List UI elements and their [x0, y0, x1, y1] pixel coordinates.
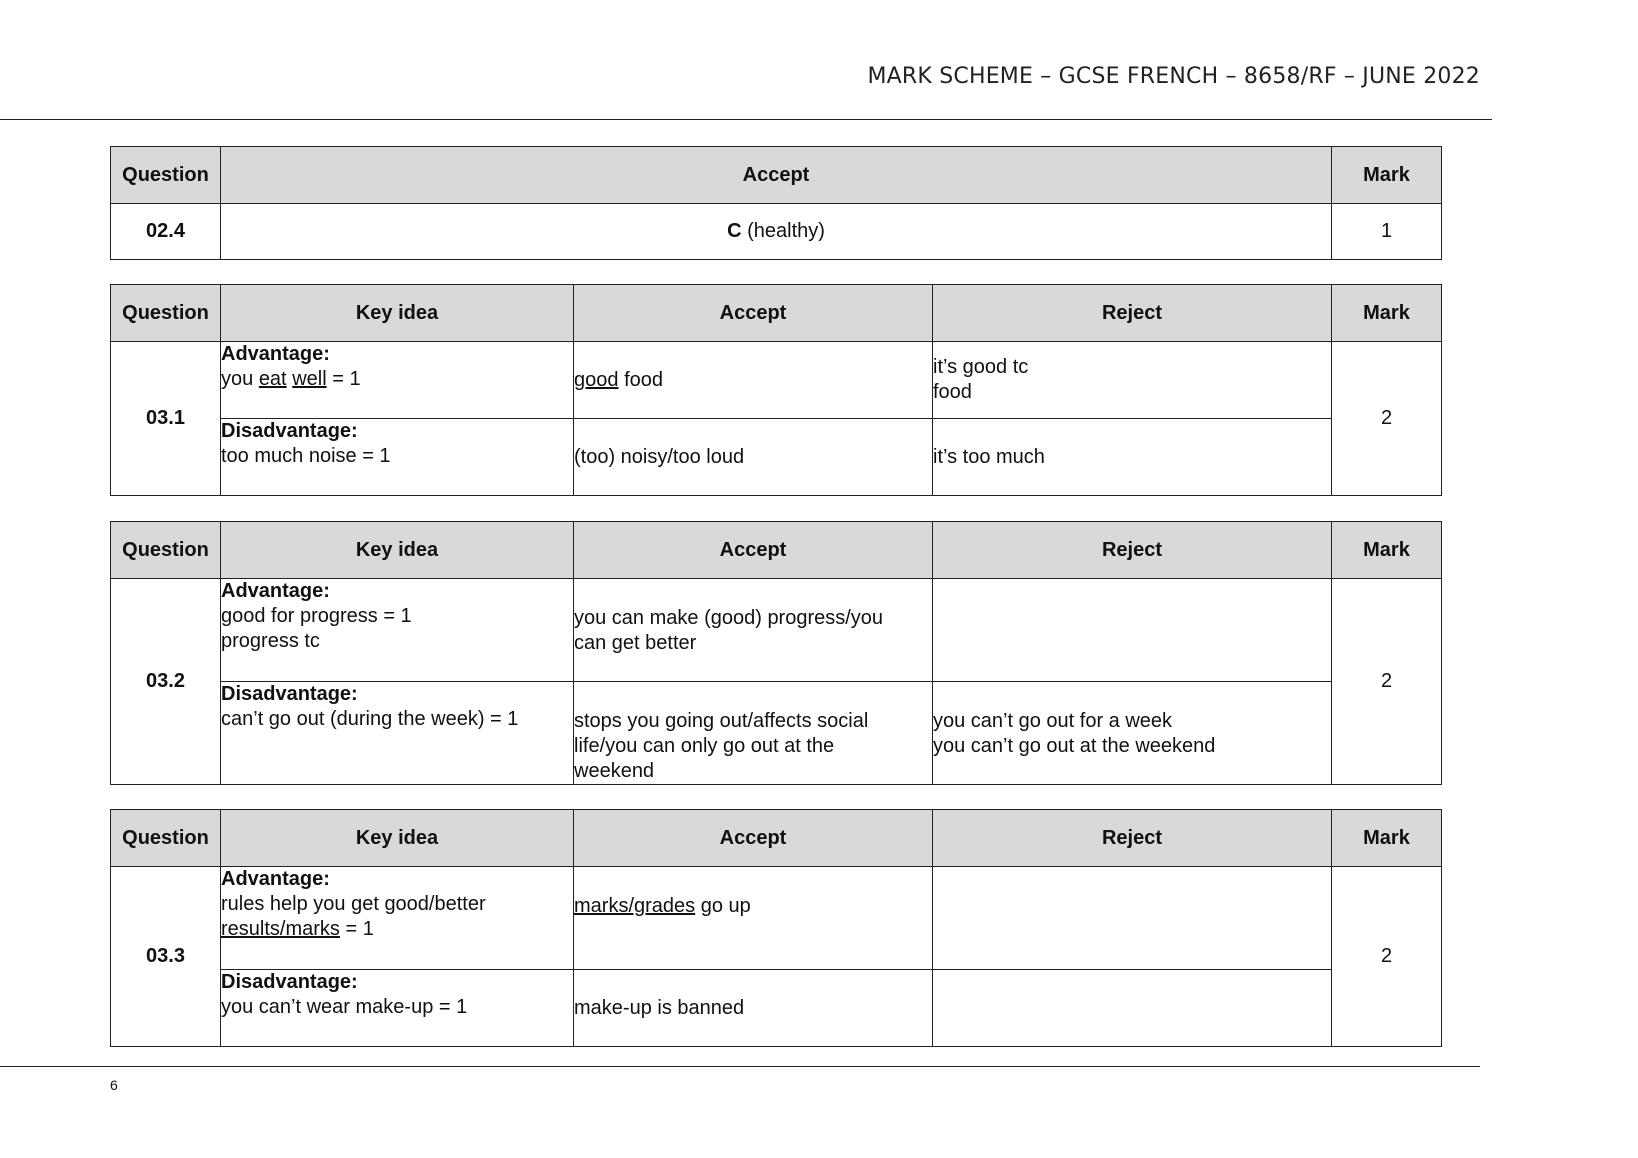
reject-advantage: [933, 867, 1332, 970]
key-idea-advantage: Advantage: good for progress = 1 progress tc: [221, 579, 574, 682]
disadvantage-label: Disadvantage:: [221, 971, 358, 993]
header-key-idea: Key idea: [221, 522, 574, 579]
header-accept: Accept: [574, 522, 933, 579]
header-question: Question: [111, 285, 221, 342]
advantage-label: Advantage:: [221, 343, 330, 365]
question-number: 02.4: [111, 204, 221, 260]
reject-advantage: [933, 579, 1332, 682]
accept-answer: [221, 204, 1332, 260]
header-question: Question: [111, 522, 221, 579]
mark-table-03-2: [110, 521, 1442, 785]
reject-disadvantage: [933, 970, 1332, 1047]
header-mark: Mark: [1332, 285, 1442, 342]
question-number: 03.3: [111, 867, 221, 1047]
key-idea-disadvantage: Disadvantage: you can’t wear make-up = 1: [221, 970, 574, 1047]
page-header-title: MARK SCHEME – GCSE FRENCH – 8658/RF – JUNE 2022: [867, 64, 1480, 89]
question-number: 03.2: [111, 579, 221, 785]
disadvantage-label: Disadvantage:: [221, 420, 358, 442]
reject-advantage: it’s good tc food: [933, 342, 1332, 419]
mark-value: 2: [1332, 342, 1442, 496]
header-mark: Mark: [1332, 810, 1442, 867]
mark-table-02-4: [110, 146, 1442, 260]
header-reject: Reject: [933, 285, 1332, 342]
key-idea-disadvantage: Disadvantage: too much noise = 1: [221, 419, 574, 496]
question-number: 03.1: [111, 342, 221, 496]
header-question: Question: [111, 810, 221, 867]
mark-value: 1: [1332, 204, 1442, 260]
key-idea-advantage: [221, 342, 574, 419]
reject-disadvantage: you can’t go out for a week you can’t go out at the weekend: [933, 682, 1332, 785]
accept-disadvantage: (too) noisy/too loud: [574, 419, 933, 496]
accept-disadvantage: make-up is banned: [574, 970, 933, 1047]
footer-divider: [0, 1066, 1480, 1067]
disadvantage-label: Disadvantage:: [221, 683, 358, 705]
advantage-label: Advantage:: [221, 868, 330, 890]
header-question: Question: [111, 147, 221, 204]
advantage-label: Advantage:: [221, 580, 330, 602]
mark-value: 2: [1332, 579, 1442, 785]
header-key-idea: Key idea: [221, 285, 574, 342]
page-number: 6: [110, 1077, 118, 1093]
header-key-idea: Key idea: [221, 810, 574, 867]
header-mark: Mark: [1332, 522, 1442, 579]
key-idea-advantage: Advantage: rules help you get good/better results/marks = 1: [221, 867, 574, 970]
mark-table-03-1: [110, 284, 1442, 496]
accept-advantage: marks/grades go up: [574, 867, 933, 970]
answer-text: (healthy): [747, 220, 825, 242]
header-accept: Accept: [574, 285, 933, 342]
mark-value: 2: [1332, 867, 1442, 1047]
accept-advantage: good food: [574, 342, 933, 419]
mark-table-03-3: [110, 809, 1442, 1047]
accept-disadvantage: stops you going out/affects social life/you can only go out at the weekend: [574, 682, 933, 785]
advantage-key-text: you eat well = 1: [221, 368, 361, 390]
accept-advantage: you can make (good) progress/you can get better: [574, 579, 933, 682]
header-accept: Accept: [221, 147, 1332, 204]
header-reject: Reject: [933, 810, 1332, 867]
header-mark: Mark: [1332, 147, 1442, 204]
reject-disadvantage: it’s too much: [933, 419, 1332, 496]
answer-letter: C: [727, 220, 742, 242]
header-accept: Accept: [574, 810, 933, 867]
header-reject: Reject: [933, 522, 1332, 579]
header-divider: [0, 119, 1492, 120]
key-idea-disadvantage: Disadvantage: can’t go out (during the week) = 1: [221, 682, 574, 785]
